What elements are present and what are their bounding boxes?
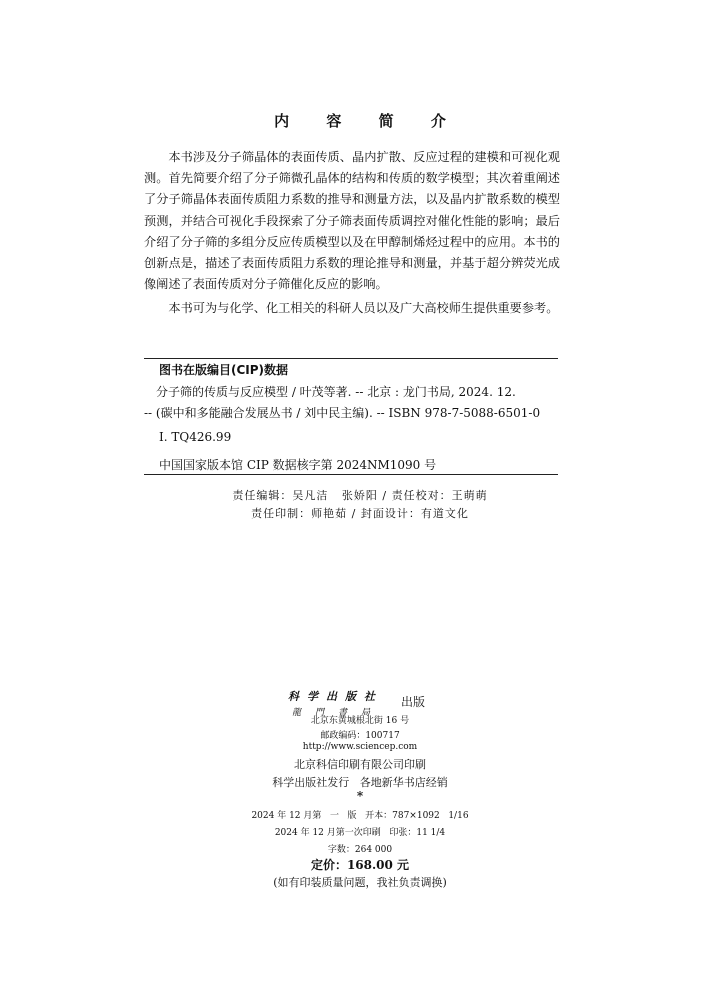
cip-line-record-number: 中国国家版本馆 CIP 数据核字第 2024NM1090 号 [159, 458, 437, 472]
publisher-address: 北京东黄城根北街 16 号 [310, 716, 410, 726]
cip-line-series: -- (碳中和多能融合发展丛书 / 刘中民主编). -- ISBN 978-7-5088-6501-0 [144, 406, 541, 420]
publisher-logo-longmen: 龍門書局 [292, 708, 385, 718]
website: http://www.sciencep.com [302, 742, 418, 752]
synopsis [144, 147, 560, 320]
cip-line-classification: Ⅰ. TQ426.99 [159, 430, 232, 444]
printing-info: 2024 年 12 月第一次印刷 印张：11 1/4 [274, 828, 446, 838]
cip-bottom-divider [144, 474, 558, 475]
synopsis-paragraph-1: 本书涉及分子筛晶体的表面传质、晶内扩散、反应过程的建模和可视化观测。首先简要介绍了分子筛微孔晶体的结构和传质的数学模型；其次着重阐述了分子筛晶体表面传质阻力系数的推导和测量方法，以及晶内扩散系数的模型预测，并结合可视化手段探索了分子筛表面传质调控对催化性能的影响；最后介绍了分子筛的多组分反应传质模型以及在甲醇制烯烃过程中的应用。本书的创新点是，描述了表面传质阻力系数的理论推导和测量，并基于超分辨荧光成像阐述了表面传质对分子筛催化反应的影响。 [144, 150, 560, 292]
production-credits: 责任印制：师艳茹 / 封面设计：有道文化 [251, 507, 469, 520]
edition-info: 2024 年 12 月第 一 版 开本：787×1092 1/16 [251, 811, 469, 821]
price: 定价：168.00 元 [310, 858, 410, 872]
quality-notice: (如有印装质量问题，我社负责调换) [273, 876, 447, 889]
word-count: 字数：264 000 [327, 845, 393, 855]
editor-credits: 责任编辑：吴凡洁 张娇阳 / 责任校对：王萌萌 [232, 489, 488, 502]
printer: 北京科信印刷有限公司印刷 [294, 758, 426, 771]
distribution: 科学出版社发行 各地新华书店经销 [272, 776, 448, 789]
synopsis-paragraph-2: 本书可为与化学、化工相关的科研人员以及广大高校师生提供重要参考。 [168, 301, 559, 316]
separator-asterisk: * [356, 789, 364, 803]
cip-heading: 图书在版编目(CIP)数据 [159, 363, 289, 377]
cip-top-divider [144, 358, 558, 359]
page-title: 内 容 简 介 [274, 112, 462, 130]
cip-line-title: 分子筛的传质与反应模型 / 叶茂等著. -- 北京 : 龙门书局, 2024. 12. [156, 385, 516, 399]
publisher-logo-science-press: 科学出版社 [288, 690, 383, 703]
publish-label: 出版 [401, 695, 426, 709]
postal-code: 邮政编码：100717 [320, 731, 400, 741]
